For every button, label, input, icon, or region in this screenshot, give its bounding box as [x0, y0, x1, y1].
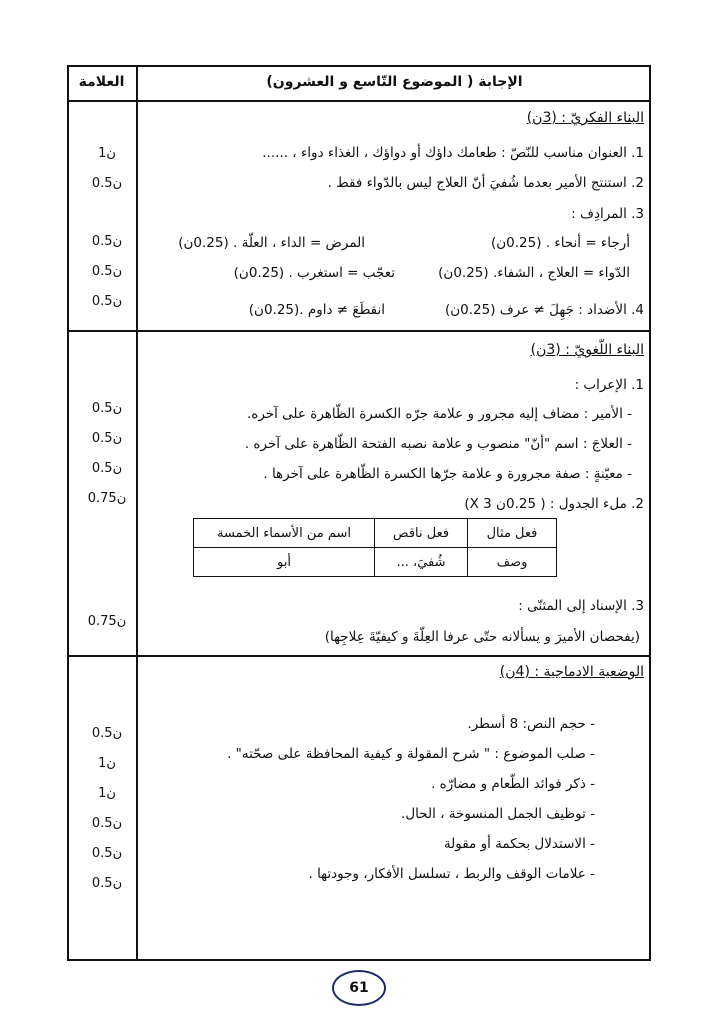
integration-item-4: - توظيف الجمل المنسوخة ، الحال.	[401, 806, 595, 822]
section3-score-4: 0.5ن	[91, 816, 123, 831]
score-column-divider	[136, 65, 138, 961]
section2-score-1: 0.5ن	[91, 401, 123, 416]
section1-score-3: 0.5ن	[91, 234, 123, 249]
integration-item-3: - ذكر فوائد الطّعام و مضارّه .	[431, 776, 595, 792]
antonym-1: 4. الأضداد : جَهِلَ ≠ عرف (0.25ن)	[444, 302, 644, 318]
section1-title: البناء الفكريّ : (3ن)	[526, 110, 644, 126]
integration-item-1: - حجم النص: 8 أسطر.	[467, 716, 595, 732]
section1-divider	[67, 330, 651, 332]
irab-item-2: - العلاجَ : اسم "أنّ" منصوب و علامة نصبه الفتحة الظّاهرة على آخره .	[244, 436, 632, 452]
section3-score-1: 0.5ن	[91, 726, 123, 741]
section2-score-3: 0.5ن	[91, 461, 123, 476]
section1-score-2: 0.5ن	[91, 176, 123, 191]
irab-item-3: - معيّنةٍ : صفة مجرورة و علامة جرّها الكسرة الظّاهرة على آخرها .	[263, 466, 632, 482]
section2-divider	[67, 655, 651, 657]
antonym-2: انقطَعَ ≠ داوم .(0.25ن)	[248, 302, 385, 318]
page-number: 61	[332, 970, 386, 1006]
section1-score-4: 0.5ن	[91, 264, 123, 279]
section3-score-6: 0.5ن	[91, 876, 123, 891]
section1-item-3: 3. المرادِف :	[571, 206, 644, 222]
table-header-cell: اسم من الأسماء الخمسة	[194, 519, 375, 548]
synonym-2: المرض = الداء ، العلّة . (0.25ن)	[178, 235, 365, 251]
section2-score-2: 0.5ن	[91, 431, 123, 446]
score-title: العلامة	[78, 74, 125, 90]
integration-item-5: - الاستدلال بحكمة أو مقولة	[443, 836, 595, 852]
table-header-cell: فعل ناقص	[375, 519, 468, 548]
section3-score-3: 1ن	[98, 786, 116, 801]
isnad-text: (يفحصان الأميرَ و يسألانه حتّى عرفا العِلّةَ و كيفيّةَ عِلاجِها)	[324, 629, 640, 645]
header-divider	[67, 100, 651, 102]
section1-item-2: 2. استنتج الأمير بعدما شُفيَ أنّ العلاج ليس بالدّواء فقط .	[327, 175, 644, 191]
section1-score-1: 1ن	[98, 146, 116, 161]
table-row	[194, 548, 557, 577]
section1-item-1: 1. العنوان مناسب للنّصّ : طعامك داؤك أو دواؤك ، الغذاء دواء ، ......	[262, 145, 644, 161]
section3-score-2: 1ن	[98, 756, 116, 771]
synonym-4: تعجّب = استغرب . (0.25ن)	[233, 265, 395, 281]
irab-item-1: - الأمير : مضاف إليه مجرور و علامة جرّه الكسرة الظّاهرة على آخره.	[246, 406, 632, 422]
synonym-3: الدّواء = العلاج ، الشفاء. (0.25ن)	[438, 265, 630, 281]
section2-score-5: 0.75ن	[87, 614, 127, 629]
section1-score-5: 0.5ن	[91, 294, 123, 309]
table-cell: شُفيَ، ...	[375, 548, 468, 577]
table-heading: 2. ملء الجدول : ( 0.25ن X 3)	[464, 496, 644, 512]
integration-item-2: - صلب الموضوع : " شرح المقولة و كيفية المحافظة على صحّته" .	[227, 746, 595, 762]
table-header-cell: فعل مثال	[468, 519, 557, 548]
table-cell: وصف	[468, 548, 557, 577]
answer-table-frame	[67, 65, 651, 961]
irab-heading: 1. الإعراب :	[574, 377, 644, 393]
synonym-1: أرجاء = أنحاء . (0.25ن)	[490, 235, 630, 251]
section3-title: الوضعية الادماجية : (4ن)	[499, 664, 644, 680]
section3-score-5: 0.5ن	[91, 846, 123, 861]
isnad-heading: 3. الإسناد إلى المثنّى :	[518, 598, 644, 614]
table-cell: أبو	[194, 548, 375, 577]
integration-item-6: - علامات الوقف والربط ، تسلسل الأفكار، وجودتها .	[308, 866, 595, 882]
answer-title: الإجابة ( الموضوع التّاسع و العشرون)	[266, 74, 523, 90]
section2-title: البناء اللّغويّ : (3ن)	[530, 342, 644, 358]
section2-score-4: 0.75ن	[87, 491, 127, 506]
table-header-row	[194, 519, 557, 548]
verb-table	[193, 518, 557, 577]
